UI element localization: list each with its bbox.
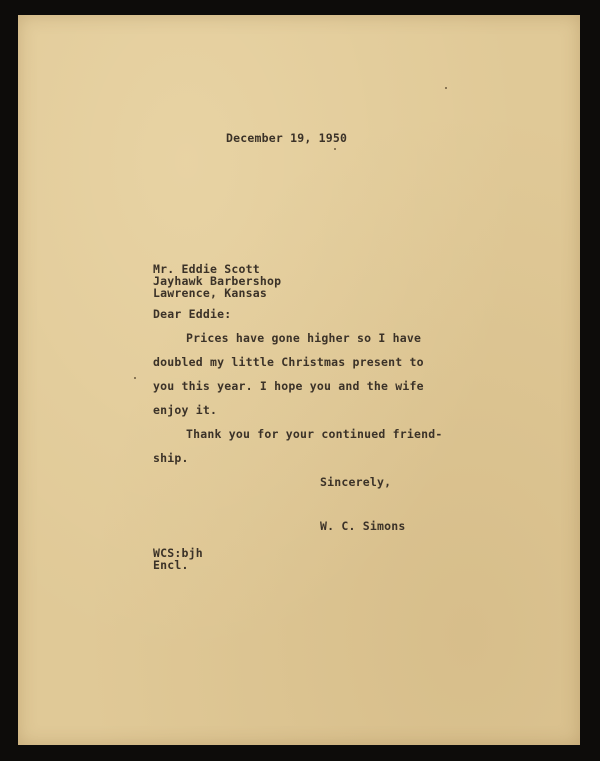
letter-page [18,15,580,745]
recipient-name: Mr. Eddie Scott [153,262,260,276]
body-line: Thank you for your continued friend- [186,427,443,441]
salutation: Dear Eddie: [153,307,232,321]
paper-speck [334,148,336,150]
recipient-city: Lawrence, Kansas [153,286,267,300]
letter-date: December 19, 1950 [226,131,348,145]
closing: Sincerely, [320,475,392,489]
body-line: doubled my little Christmas present to [153,355,424,369]
paper-speck [445,87,447,89]
body-line: Prices have gone higher so I have [186,331,422,345]
body-line: you this year. I hope you and the wife [153,379,424,393]
body-line: enjoy it. [153,403,218,417]
recipient-business: Jayhawk Barbershop [153,274,282,288]
signature: W. C. Simons [320,519,406,533]
typist-initials: WCS:bjh [153,546,203,560]
paper-speck [134,377,136,379]
enclosure-note: Encl. [153,558,189,572]
body-line: ship. [153,451,189,465]
